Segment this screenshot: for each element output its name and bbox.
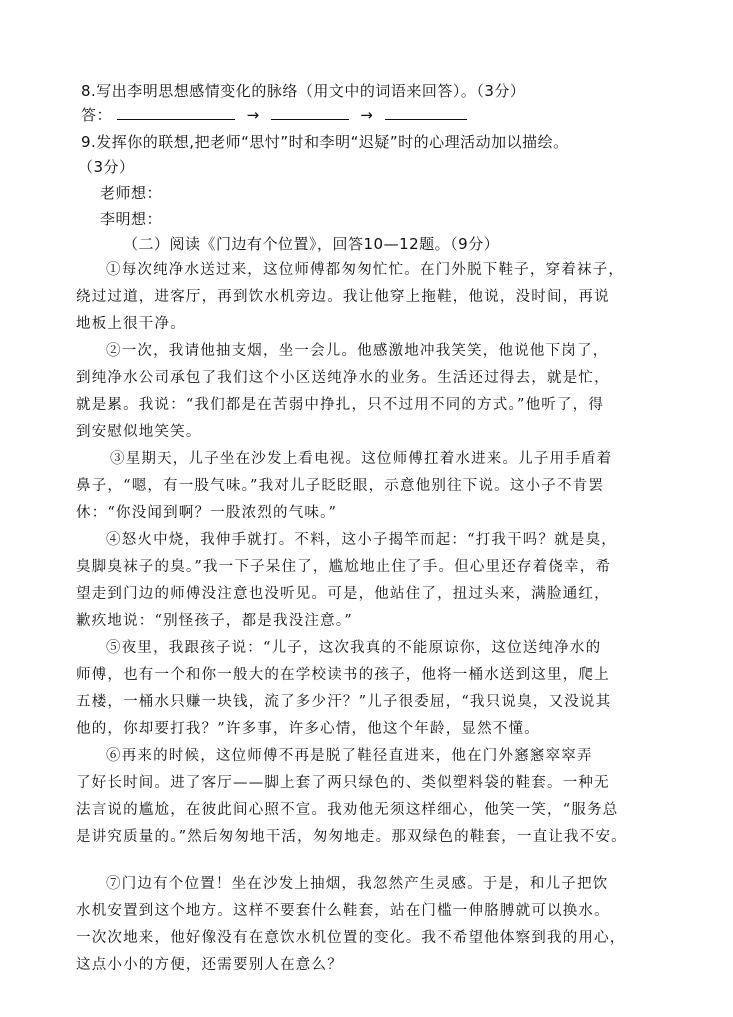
paragraph-3-line: 鼻子，“嗯，有一股气味。”我对儿子眨眨眼，示意他别往下说。这小子不肯罢: [76, 478, 605, 494]
answer-blank-2[interactable]: [271, 107, 349, 120]
paragraph-5-line: 师傅，也有一个和你一般大的在学校读书的孩子，他将一桶水送到这里，爬上: [76, 667, 610, 683]
answer-label: 答：: [81, 106, 113, 124]
liming-thinks-label: 李明想：: [100, 210, 163, 228]
paragraph-5-line: ⑤夜里，我跟孩子说：“儿子，这次我真的不能原谅你，这位送纯净水的: [106, 640, 602, 656]
paragraph-3-line: ③星期天，儿子坐在沙发上看电视。这位师傅扛着水进来。儿子用手盾着: [110, 451, 613, 467]
paragraph-2-line: 就是累。我说：“我们都是在苦弱中挣扎，只不过用不同的方式。”他听了，得: [76, 397, 605, 413]
question-9-line2: （3分）: [78, 158, 135, 176]
paragraph-6-line: 是讲究质量的。”然后匆匆地干活，匆匆地走。那双绿色的鞋套，一直让我不安。: [76, 829, 627, 845]
paragraph-4-line: 歉疚地说：“别怪孩子，都是我没注意。”: [76, 613, 353, 629]
question-9-line1: 9.发挥你的联想,把老师“思忖”时和李明“迟疑”时的心理活动加以描绘。: [81, 133, 569, 151]
arrow-1: →: [246, 106, 260, 124]
answer-blank-1[interactable]: [117, 107, 235, 120]
paragraph-5-line: 五楼，一桶水只赚一块钱，流了多少汗？”儿子很委屈，“我只说臭，又没说其: [76, 694, 612, 710]
paragraph-5-line: 他的，你却要打我？”许多事，许多心情，他这个年龄，显然不懂。: [76, 721, 540, 737]
paragraph-6-line: 法言说的尴尬，在彼此间心照不宣。我劝他无须这样细心，他笑一笑，“服务总: [76, 802, 619, 818]
paragraph-7-line: 水机安置到这个地方。这样不要套什么鞋套，站在门槛一伸胳膊就可以换水。: [76, 903, 610, 919]
paragraph-1-line: ①每次纯净水送过来，这位师傅都匆匆忙忙。在门外脱下鞋子，穿着袜子，: [106, 262, 625, 278]
paragraph-6-line: ⑥再来的时候，这位师傅不再是脱了鞋径直进来，他在门外窸窸窣窣弄: [106, 748, 593, 764]
paragraph-7-line: ⑦门边有个位置！坐在沙发上抽烟，我忽然产生灵感。于是，和儿子把饮: [106, 876, 609, 892]
section-heading: （二）阅读《门边有个位置》，回答10—12题。（9分）: [123, 235, 500, 253]
paragraph-1-line: 地板上很干净。: [76, 316, 186, 332]
paragraph-6-line: 了好长时间。进了客厅——脚上套了两只绿色的、类似塑料袋的鞋套。一种无: [76, 775, 610, 791]
question-8-answer-row: [81, 104, 467, 125]
paragraph-1-line: 绕过过道，进客厅，再到饮水机旁边。我让他穿上拖鞋，他说，没时间，再说: [76, 289, 610, 305]
teacher-thinks-label: 老师想：: [100, 184, 163, 202]
paragraph-4-line: 望走到门边的师傅没注意也没听见。可是，他站住了，扭过头来，满脸通红，: [76, 586, 610, 602]
paragraph-7-line: 这点小小的方便，还需要别人在意么？: [76, 957, 343, 973]
paragraph-2-line: 到安慰似地笑笑。: [76, 424, 202, 440]
paragraph-4-line: ④怒火中烧，我伸手就打。不料，这小子揭竿而起：“打我干吗？就是臭，: [106, 532, 618, 548]
paragraph-3-line: 休：“你没闻到啊？一股浓烈的气味。”: [76, 505, 338, 521]
question-8: 8.写出李明思想感情变化的脉络（用文中的词语来回答）。（3分）: [81, 82, 526, 100]
paragraph-4-line: 臭脚臭袜子的臭。”我一下子呆住了，尴尬地止住了手。但心里还存着侥幸，希: [76, 559, 612, 575]
answer-blank-3[interactable]: [385, 107, 467, 120]
arrow-2: →: [360, 106, 374, 124]
paragraph-7-line: 一次次地来，他好像没有在意饮水机位置的变化。我不希望他体察到我的用心，: [76, 930, 626, 946]
paragraph-2-line: 到纯净水公司承包了我们这个小区送纯净水的业务。生活还过得去，就是忙，: [76, 370, 610, 386]
paragraph-2-line: ②一次，我请他抽支烟，坐一会儿。他感激地冲我笑笑，他说他下岗了，: [106, 343, 609, 359]
